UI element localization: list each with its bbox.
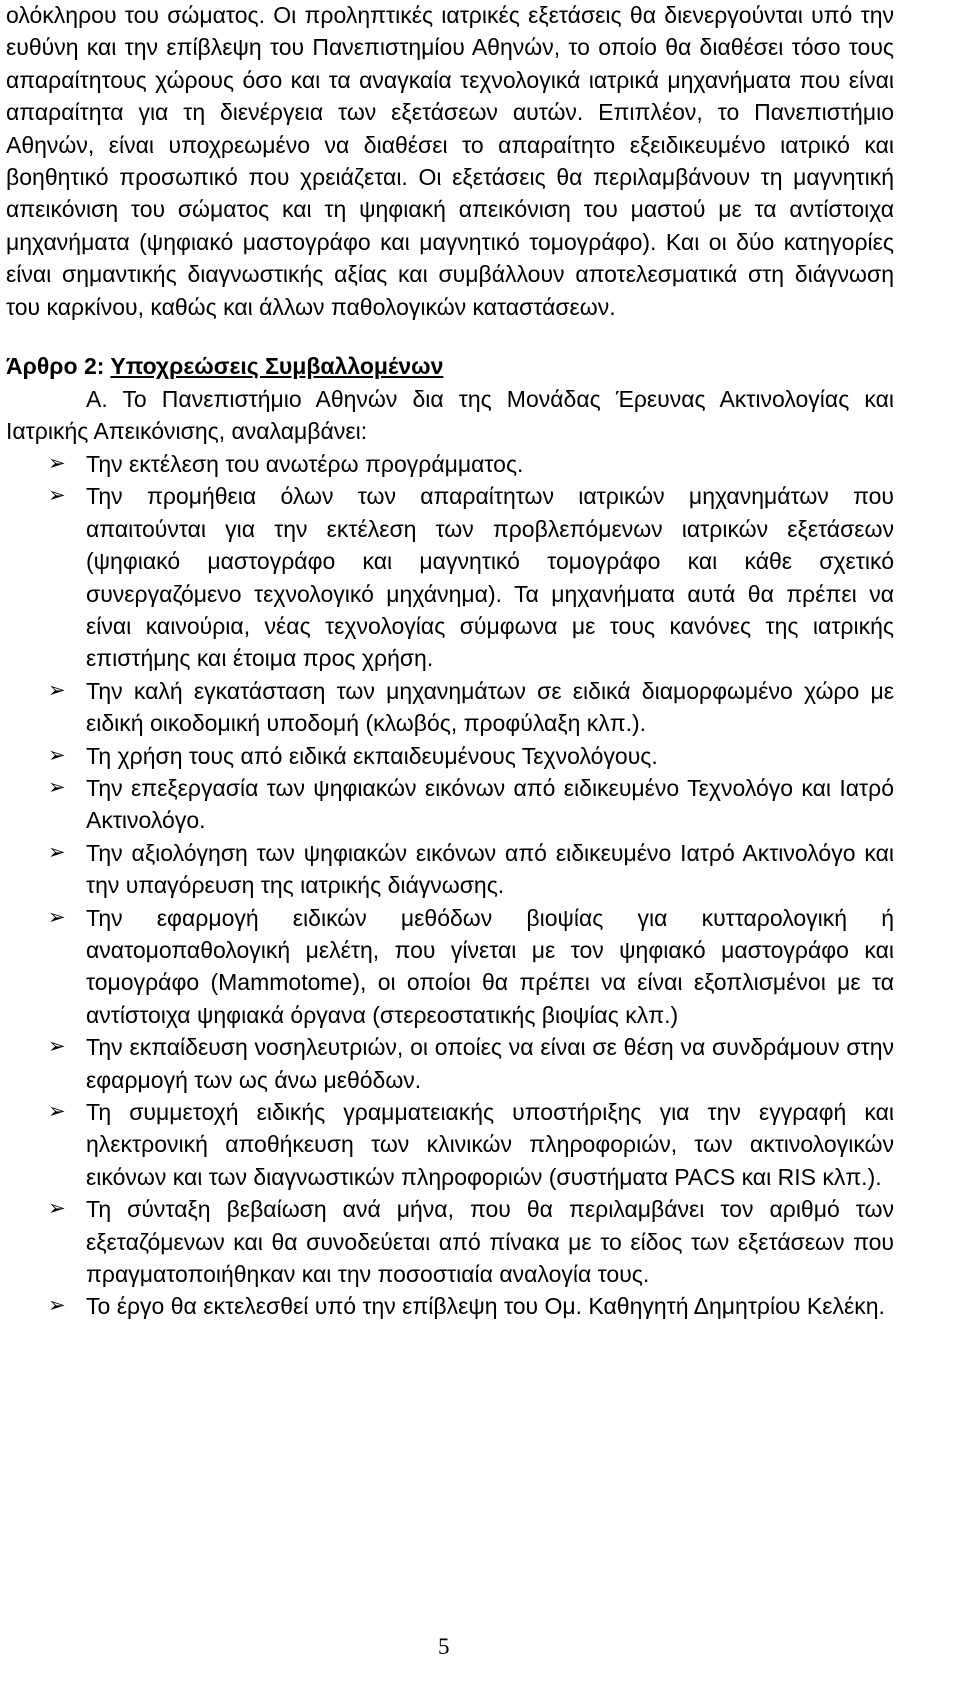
- article-heading-title: Υποχρεώσεις Συμβαλλομένων: [110, 353, 444, 380]
- article-heading-prefix: Άρθρο 2:: [6, 353, 111, 380]
- page-number: 5: [438, 1634, 450, 1659]
- list-item: [6, 1096, 894, 1193]
- list-item-text: Την εκπαίδευση νοσηλευτριών, οι οποίες να είναι σε θέση να συνδράμουν στην εφαρμογή των ως άνω μεθόδων.: [86, 1034, 894, 1093]
- arrow-bullet-icon: ➢: [48, 678, 66, 702]
- article-heading: [6, 349, 894, 383]
- list-item: [6, 772, 894, 837]
- arrow-bullet-icon: ➢: [48, 905, 66, 929]
- list-item-text: Την επεξεργασία των ψηφιακών εικόνων από ειδικευμένο Τεχνολόγο και Ιατρό Ακτινολόγο.: [86, 774, 894, 834]
- arrow-bullet-icon: ➢: [48, 1035, 66, 1059]
- list-item-text: Την εκτέλεση του ανωτέρω προγράμματος.: [86, 450, 524, 477]
- arrow-bullet-icon: ➢: [48, 1294, 66, 1318]
- list-item-text: Την εφαρμογή ειδικών μεθόδων βιοψίας για κυτταρολογική ή ανατομοπαθολογική μελέτη, που γίνεται με τον ψηφιακό μαστογράφο και τομογράφο (Mammotome), οι οποίοι θα πρέπει να είναι εξοπλισμένοι με τα αντίστοιχα ψηφιακά όργανα (στερεοστατικής βιοψίας κλπ.): [86, 904, 894, 1028]
- arrow-bullet-icon: ➢: [48, 451, 66, 475]
- list-item: [6, 1031, 894, 1096]
- list-item: [6, 740, 894, 772]
- list-item-text: Την καλή εγκατάσταση των μηχανημάτων σε ειδικά διαμορφωμένο χώρο με ειδική οικοδομική υποδομή (κλωβός, προφύλαξη κλπ.).: [86, 677, 894, 737]
- arrow-bullet-icon: ➢: [48, 1100, 66, 1123]
- arrow-bullet-icon: ➢: [48, 1197, 66, 1221]
- arrow-bullet-icon: ➢: [48, 743, 66, 767]
- list-item-text: Τη σύνταξη βεβαίωση ανά μήνα, που θα περιλαμβάνει τον αριθμό των εξεταζόμενων και θα συνοδεύεται από πίνακα με το είδος των εξετάσεων που πραγματοποιήθηκαν και την ποσοστιαία αναλογία τους.: [86, 1196, 894, 1288]
- list-item: [6, 675, 894, 740]
- list-item-text: Το έργο θα εκτελεσθεί υπό την επίβλεψη του Ομ. Καθηγητή Δημητρίου Κελέκη.: [86, 1293, 885, 1320]
- list-item: [6, 480, 894, 674]
- document-page: [6, 0, 894, 1323]
- list-item: [6, 1193, 894, 1290]
- list-item: [6, 837, 894, 902]
- list-item-text: Την προμήθεια όλων των απαραίτητων ιατρικών μηχανημάτων που απαιτούνται για την εκτέλεση των προβλεπόμενων ιατρικών εξετάσεων (ψηφιακό μαστογράφο και μαγνητικό τομογράφο και κάθε σχετικό συνεργαζόμενο τεχνολογικό μηχάνημα). Τα μηχανήματα αυτά θα πρέπει να είναι καινούρια, νέας τεχνολογίας σύμφωνα με τους κανόνες της ιατρικής επιστήμης και έτοιμα προς χρήση.: [86, 483, 894, 672]
- intro-paragraph: Α. Το Πανεπιστήμιο Αθηνών δια της Μονάδας Έρευνας Ακτινολογίας και Ιατρικής Απεικόνισης, αναλαμβάνει:: [6, 386, 894, 445]
- arrow-bullet-icon: ➢: [48, 840, 66, 864]
- list-item: [6, 448, 894, 480]
- arrow-bullet-icon: ➢: [48, 484, 66, 508]
- arrow-bullet-icon: ➢: [48, 775, 66, 799]
- list-item-text: Την αξιολόγηση των ψηφιακών εικόνων από ειδικευμένο Ιατρό Ακτινολόγο και την υπαγόρευση της ιατρικής διάγνωσης.: [86, 839, 894, 899]
- list-item: [6, 902, 894, 1032]
- list-item: [6, 1290, 894, 1322]
- obligations-list: [6, 448, 894, 1323]
- opening-paragraph: ολόκληρου του σώματος. Οι προληπτικές ιατρικές εξετάσεις θα διενεργούνται υπό την ευθύνη και την επίβλεψη του Πανεπιστημίου Αθηνών, το οποίο θα διαθέσει τόσο τους απαραίτητους χώρους όσο και τα αναγκαία τεχνολογικά ιατρικά μηχανήματα που είναι απαραίτητα για τη διενέργεια των εξετάσεων αυτών. Επιπλέον, το Πανεπιστήμιο Αθηνών, είναι υποχρεωμένο να διαθέσει το απαραίτητο εξειδικευμένο ιατρικό και βοηθητικό προσωπικό που χρειάζεται. Οι εξετάσεις θα περιλαμβάνουν τη μαγνητική απεικόνιση του σώματος και τη ψηφιακή απεικόνιση του μαστού με τα αντίστοιχα μηχανήματα (ψηφιακό μαστογράφο και μαγνητικό τομογράφο). Και οι δύο κατηγορίες είναι σημαντικής διαγνωστικής αξίας και συμβάλλουν αποτελεσματικά στη διάγνωση του καρκίνου, καθώς και άλλων παθολογικών καταστάσεων.: [6, 2, 894, 320]
- list-item-text: Τη συμμετοχή ειδικής γραμματειακής υποστήριξης για την εγγραφή και ηλεκτρονική αποθήκευση των κλινικών πληροφοριών, των ακτινολογικών εικόνων και των διαγνωστικών πληροφοριών (συστήματα PACS και RIS κλπ.).: [86, 1099, 894, 1190]
- list-item-text: Τη χρήση τους από ειδικά εκπαιδευμένους Τεχνολόγους.: [86, 742, 658, 769]
